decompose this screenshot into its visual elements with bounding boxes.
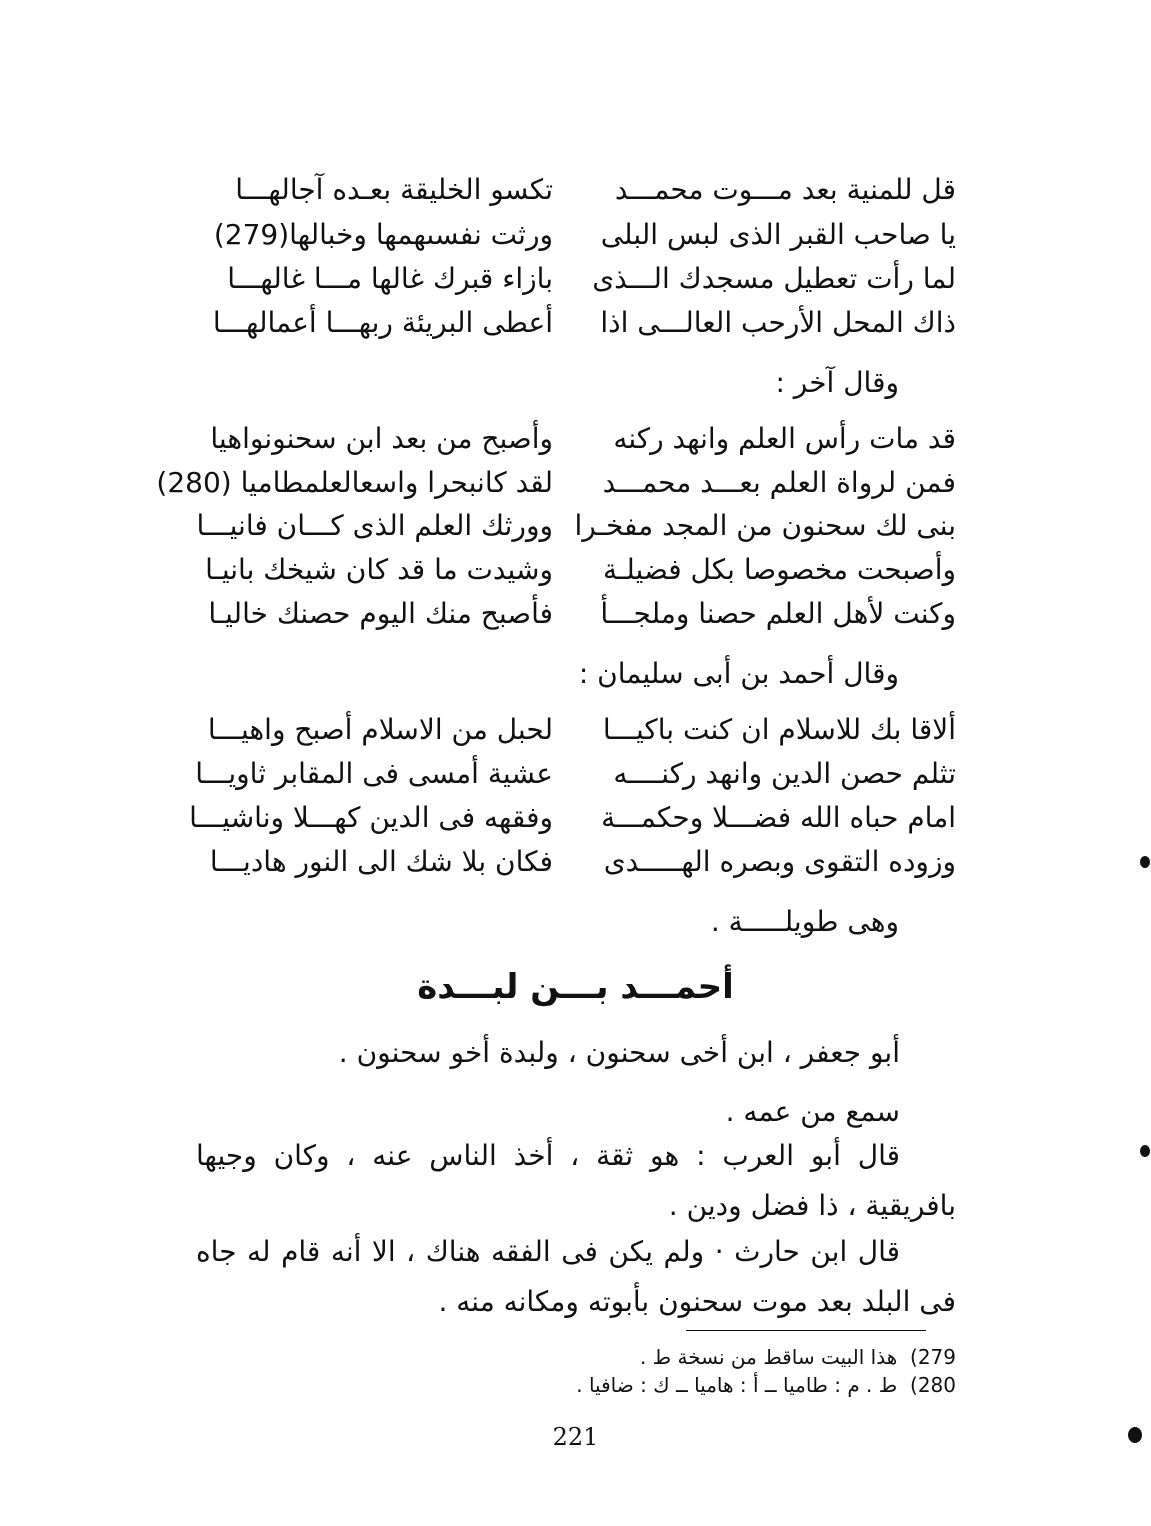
verse-second-hemistich: لقد كانبحرا واسعالعلمطاميا (280) [156, 466, 553, 499]
verse-second-hemistich: وشيدت ما قد كان شيخك بانيـا [205, 553, 553, 586]
paragraph-text: قال ابن حارث · ولم يكن فى الفقه هناك ، الا أنه قام له جاه فى البلد بعد موت سحنون بأبوته ومكانه منه . [196, 1235, 956, 1318]
section-heading: أحمـــد بـــن لبـــدة [417, 967, 734, 1007]
verse-first-hemistich: بنى لك سحنون من المجد مفخـرا [574, 509, 956, 542]
paragraph [196, 1227, 956, 1327]
footnote-divider [686, 1330, 926, 1331]
verse-second-hemistich: لحبل من الاسلام أصبح واهيـــا [207, 713, 553, 746]
verse-second-hemistich: وأصبح من بعد ابن سحنونواهيا [210, 422, 553, 455]
verse-first-hemistich: امام حباه الله فضـــلا وحكمـــة [601, 801, 956, 834]
verse-first-hemistich: تثلم حصن الدين وانهد ركنــــه [613, 757, 956, 790]
paragraph-text: أبو جعفر ، ابن أخى سحنون ، ولبدة أخو سحنون . [338, 1036, 900, 1069]
verse-second-hemistich: فأصبح منك اليوم حصنك خاليـا [208, 597, 553, 630]
verse-first-hemistich: ألاقا بك للاسلام ان كنت باكيـــا [602, 713, 956, 746]
paragraph-text: سمع من عمه . [725, 1095, 900, 1128]
verse-second-hemistich: وورثك العلم الذى كـــان فانيـــا [196, 509, 553, 542]
verse-first-hemistich: قل للمنية بعد مـــوت محمـــد [614, 173, 956, 206]
binding-hole-mark [1140, 1145, 1150, 1157]
page-number: 221 [552, 1423, 599, 1451]
verse-first-hemistich: لما رأت تعطيل مسجدك الـــذى [592, 262, 956, 295]
verse-first-hemistich: قد مات رأس العلم وانهد ركنه [613, 422, 956, 455]
footnote [640, 1344, 956, 1370]
paragraph [196, 1087, 956, 1137]
verse-second-hemistich: تكسو الخليقة بعـده آجالهـــا [235, 173, 553, 206]
verse-second-hemistich: ورثت نفسىهمها وخبالها(279) [213, 218, 553, 251]
paragraph-text: قال أبو العرب : هو ثقة ، أخذ الناس عنه ، وكان وجيها بافريقية ، ذا فضل ودين . [196, 1139, 956, 1222]
poem-closing: وهى طويلـــــة . [710, 905, 899, 938]
footnote-number: 280) [910, 1373, 956, 1397]
footnote-number: 279) [910, 1345, 956, 1369]
paragraph [196, 1131, 956, 1231]
binding-hole-mark [1140, 856, 1150, 868]
verse-second-hemistich: وفقهه فى الدين كهـــلا وناشيـــا [189, 801, 553, 834]
paragraph [196, 1028, 956, 1078]
verse-second-hemistich: عشية أمسى فى المقابر ثاويـــا [195, 757, 553, 790]
verse-first-hemistich: ذاك المحل الأرحب العالـــى اذا [600, 306, 956, 339]
verse-first-hemistich: وأصبحت مخصوصا بكل فضيلـة [603, 553, 956, 586]
poem-intro: وقال أحمد بن أبى سليمان : [578, 657, 899, 690]
verse-first-hemistich: فمن لرواة العلم بعـــد محمـــد [602, 466, 956, 499]
verse-first-hemistich: يا صاحب القبر الذى لبس البلى [600, 218, 956, 251]
binding-hole-mark [1128, 1427, 1142, 1443]
poem-intro: وقال آخر : [775, 366, 899, 399]
verse-first-hemistich: وكنت لأهل العلم حصنا وملجـــأ [600, 597, 956, 630]
verse-second-hemistich: بازاء قبرك غالها مـــا غالهـــا [227, 262, 553, 295]
footnote [576, 1372, 956, 1398]
footnote-text: ط . م : طاميا ــ أ : هاميا ــ ك : ضافيا . [576, 1373, 898, 1397]
footnote-text: هذا البيت ساقط من نسخة ط . [639, 1345, 898, 1369]
verse-second-hemistich: فكان بلا شك الى النور هاديـــا [209, 845, 553, 878]
verse-first-hemistich: وزوده التقوى وبصره الهـــــدى [603, 845, 956, 878]
verse-second-hemistich: أعطى البريئة ربهـــا أعمالهـــا [212, 306, 553, 339]
